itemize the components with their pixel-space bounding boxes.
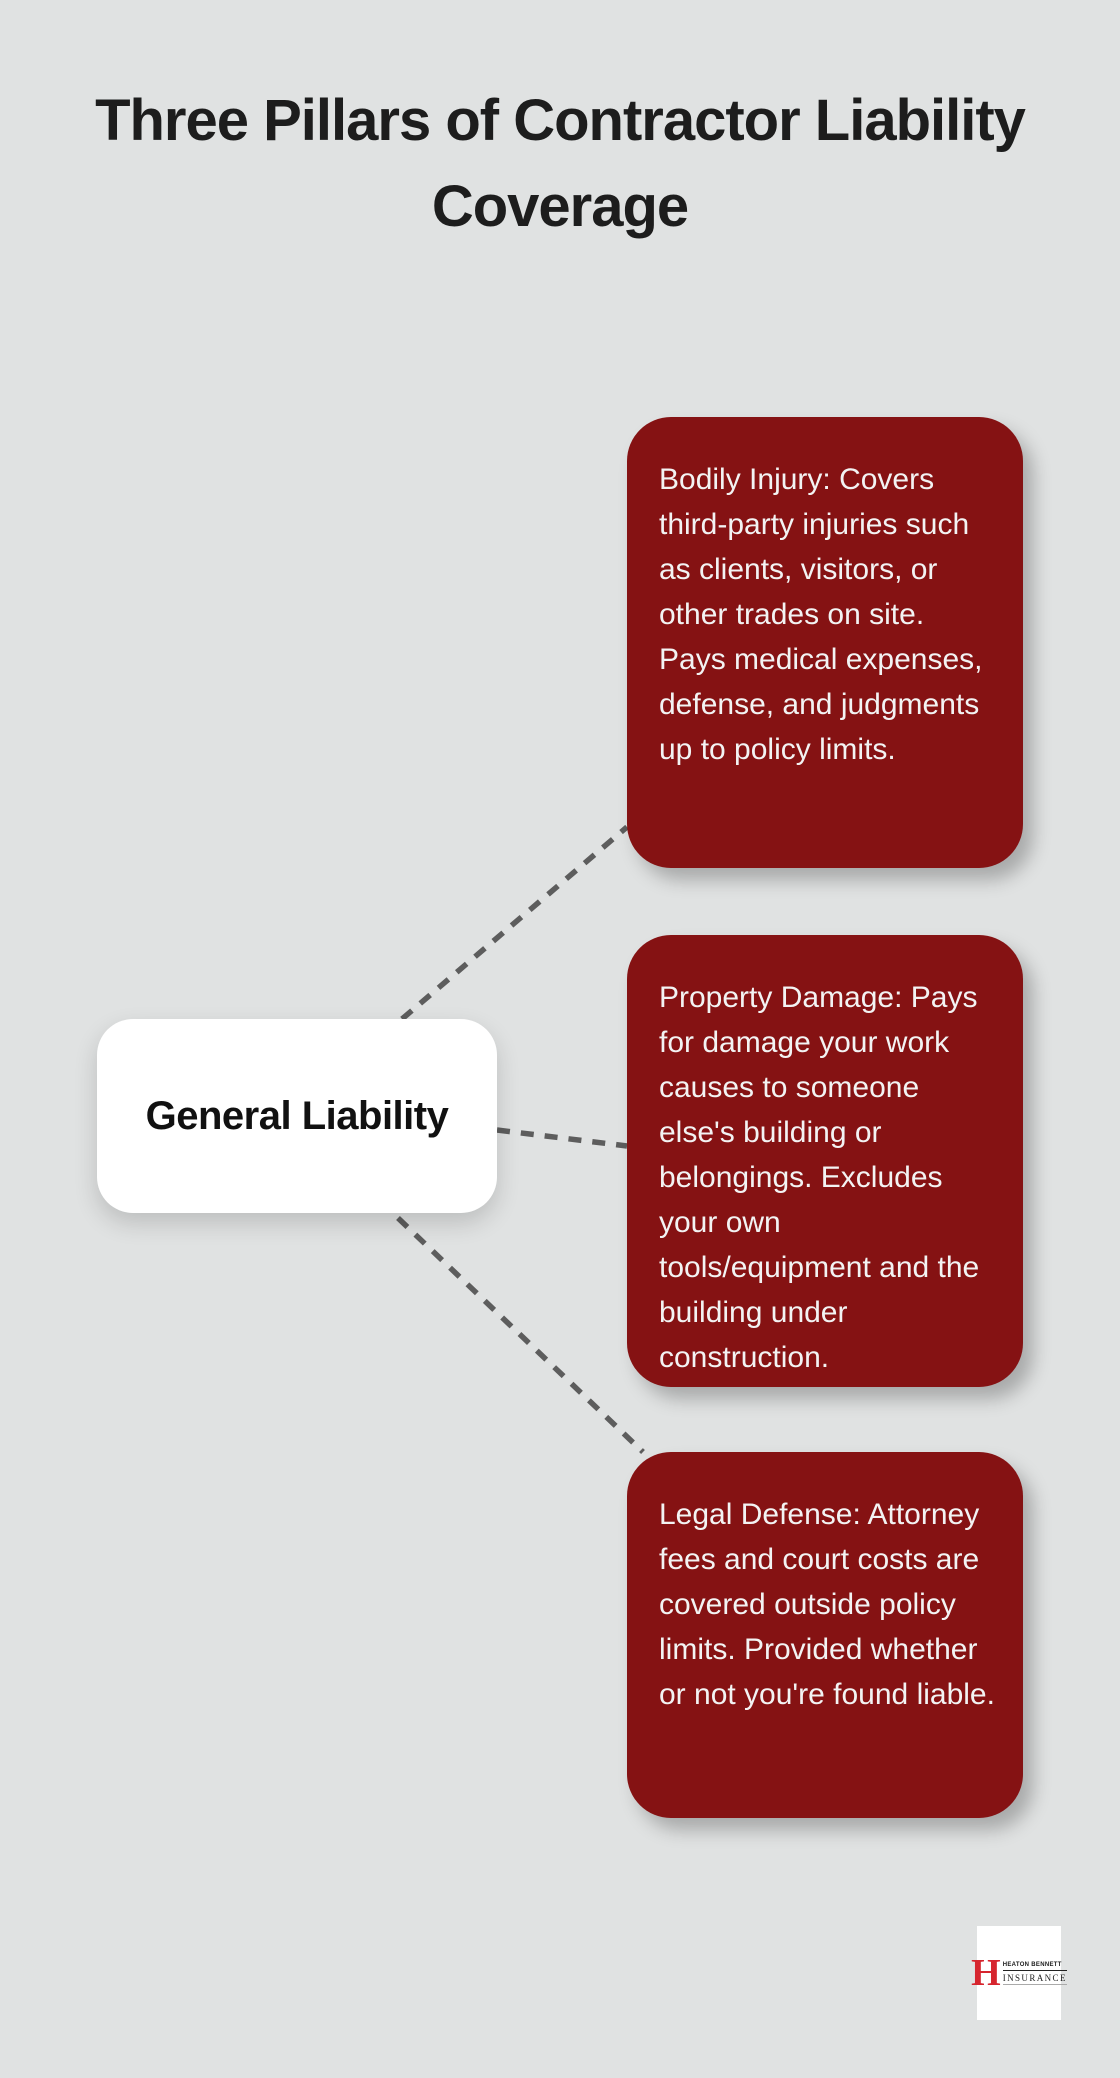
- page-title: Three Pillars of Contractor Liability Coverage: [95, 88, 1025, 239]
- center-node-label: General Liability: [145, 1093, 449, 1138]
- logo-company-name: HEATON BENNETT: [1003, 1962, 1067, 1971]
- connector-line-legal-defense: [398, 1218, 643, 1452]
- connector-line-property-damage: [497, 1130, 627, 1146]
- connector-line-bodily-injury: [402, 827, 627, 1019]
- heaton-bennett-logo: [971, 1926, 1067, 2020]
- logo-text-block: [1003, 1962, 1067, 1985]
- branch-card-legal-defense: [627, 1452, 1023, 1818]
- branch-card-bodily-injury: [627, 417, 1023, 868]
- branch-card-text: Bodily Injury: Covers third-party injuries such as clients, visitors, or other trades on site. Pays medical expenses, defense, and judgments up to policy limits.: [659, 463, 983, 766]
- branch-card-text: Legal Defense: Attorney fees and court costs are covered outside policy limits. Provided whether or not you're found liable.: [659, 1498, 995, 1711]
- center-node-general-liability: [97, 1019, 497, 1213]
- logo-insurance-label: INSURANCE: [1002, 1972, 1067, 1983]
- branch-card-property-damage: [627, 935, 1023, 1387]
- logo-h-monogram: H: [971, 1951, 1001, 1994]
- branch-card-text: Property Damage: Pays for damage your work causes to someone else's building or belongings. Excludes your own tools/equipment and the building under construction.: [659, 981, 980, 1374]
